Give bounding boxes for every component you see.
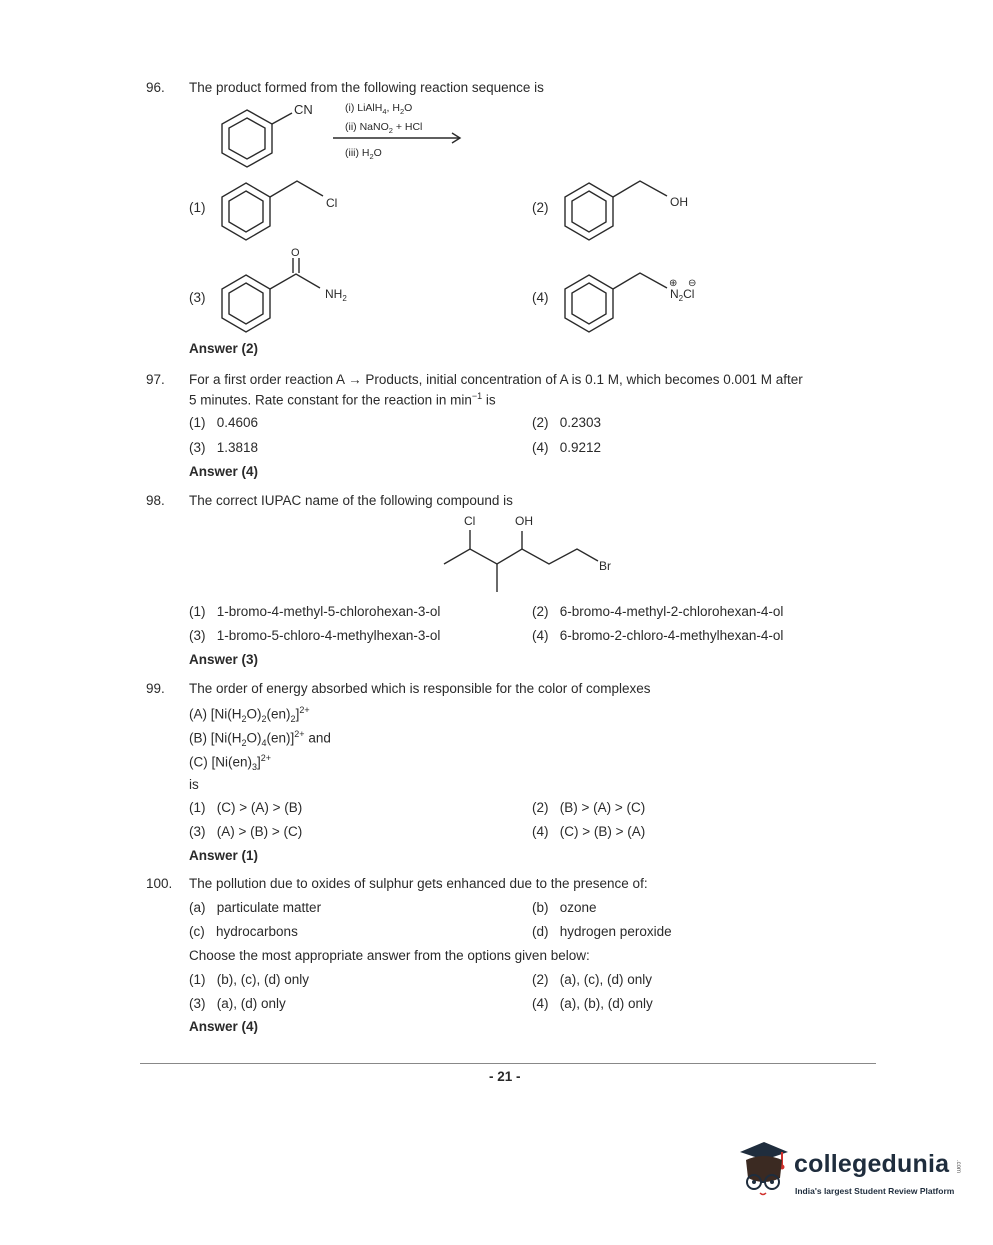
- q96-number: 96.: [146, 80, 165, 95]
- q96-opt4-minus: ⊖: [688, 278, 697, 289]
- q97-number: 97.: [146, 372, 165, 387]
- logo-dotcom: .com: [955, 1160, 961, 1174]
- q99-answer: Answer (1): [189, 848, 259, 863]
- q96-opt3-label: (3): [189, 290, 206, 305]
- q99-opt1: (1) (C) > (A) > (B): [189, 800, 303, 815]
- q99-complex-c: (C) $[Ni(en)_3]^{2+}$: [189, 753, 272, 773]
- q100-opt1: (1) (b), (c), (d) only: [189, 972, 310, 987]
- q96-reagent-3: (iii) $H_2O$: [345, 147, 382, 161]
- q99-complex-b: (B) $[Ni(H_2O)_4(en)]^{2+}$ and: [189, 729, 331, 749]
- q99-number: 99.: [146, 681, 165, 696]
- q100-opt3: (3) (a), (d) only: [189, 996, 286, 1011]
- q100-number: 100.: [146, 876, 173, 891]
- q100-item-c: (c) hydrocarbons: [189, 924, 298, 939]
- q98-opt2: (2) 6-bromo-4-methyl-2-chlorohexan-4-ol: [532, 604, 784, 619]
- q96-opt1-label: (1): [189, 200, 206, 215]
- footer-divider: [140, 1063, 876, 1064]
- q96-text: The product formed from the following reaction sequence is: [189, 80, 544, 95]
- q98-br-label: Br: [599, 559, 611, 573]
- q100-item-b: (b) ozone: [532, 900, 597, 915]
- q100-answer: Answer (4): [189, 1019, 259, 1034]
- q97-opt2: (2) 0.2303: [532, 415, 602, 430]
- collegedunia-mascot-icon: [736, 1138, 792, 1198]
- q100-item-a: (a) particulate matter: [189, 900, 322, 915]
- q96-cn-label: CN: [294, 102, 313, 117]
- q99-opt3: (3) (A) > (B) > (C): [189, 824, 303, 839]
- q99-text: The order of energy absorbed which is responsible for the color of complexes: [189, 681, 651, 696]
- q96-reagent-1: (i) LiAlH$_4$, $H_2O$: [345, 102, 413, 116]
- q98-number: 98.: [146, 493, 165, 508]
- q97-answer: Answer (4): [189, 464, 259, 479]
- q99-complex-a: (A) $[Ni(H_2O)_2(en)_2]^{2+}$: [189, 705, 310, 725]
- q96-answer: Answer (2): [189, 341, 259, 356]
- q98-text: The correct IUPAC name of the following compound is: [189, 493, 513, 508]
- q97-opt4: (4) 0.9212: [532, 440, 602, 455]
- q96-opt3-o: O: [291, 247, 300, 259]
- q98-answer: Answer (3): [189, 652, 259, 667]
- q96-opt2-oh: OH: [670, 195, 688, 209]
- q100-opt4: (4) (a), (b), (d) only: [532, 996, 653, 1011]
- q96-opt4-n2cl: $N_2Cl$: [670, 287, 695, 303]
- q96-opt4-label: (4): [532, 290, 549, 305]
- q96-opt2-label: (2): [532, 200, 549, 215]
- q99-is: is: [189, 777, 199, 792]
- q97-opt1: (1) 0.4606: [189, 415, 259, 430]
- q100-instruction: Choose the most appropriate answer from the options given below:: [189, 948, 590, 963]
- logo-tagline: India's largest Student Review Platform: [795, 1186, 955, 1196]
- q96-opt3-nh2: $NH_2$: [325, 287, 347, 303]
- q98-oh-label: OH: [515, 514, 533, 528]
- q98-opt4: (4) 6-bromo-2-chloro-4-methylhexan-4-ol: [532, 628, 784, 643]
- q97-line1: For a first order reaction A → Products, initial concentration of A is 0.1 M, which becomes 0.001 M after: [189, 372, 803, 387]
- q98-opt1: (1) 1-bromo-4-methyl-5-chlorohexan-3-ol: [189, 604, 441, 619]
- q99-opt2: (2) (B) > (A) > (C): [532, 800, 646, 815]
- q96-reagent-2: (ii) NaNO$_2$ + HCl: [345, 121, 423, 135]
- q100-opt2: (2) (a), (c), (d) only: [532, 972, 653, 987]
- q100-item-d: (d) hydrogen peroxide: [532, 924, 672, 939]
- q98-cl-label: Cl: [464, 514, 476, 528]
- q99-opt4: (4) (C) > (B) > (A): [532, 824, 646, 839]
- q96-opt4-plus: ⊕: [669, 278, 678, 289]
- page-number: - 21 -: [489, 1069, 521, 1084]
- q96-opt1-cl: Cl: [326, 196, 338, 210]
- q97-line2: 5 minutes. Rate constant for the reaction in $\min^{-1}$ is: [189, 391, 496, 408]
- q100-text: The pollution due to oxides of sulphur gets enhanced due to the presence of:: [189, 876, 648, 891]
- logo-wordmark: collegedunia: [794, 1150, 950, 1178]
- q97-opt3: (3) 1.3818: [189, 440, 259, 455]
- q98-opt3: (3) 1-bromo-5-chloro-4-methylhexan-3-ol: [189, 628, 441, 643]
